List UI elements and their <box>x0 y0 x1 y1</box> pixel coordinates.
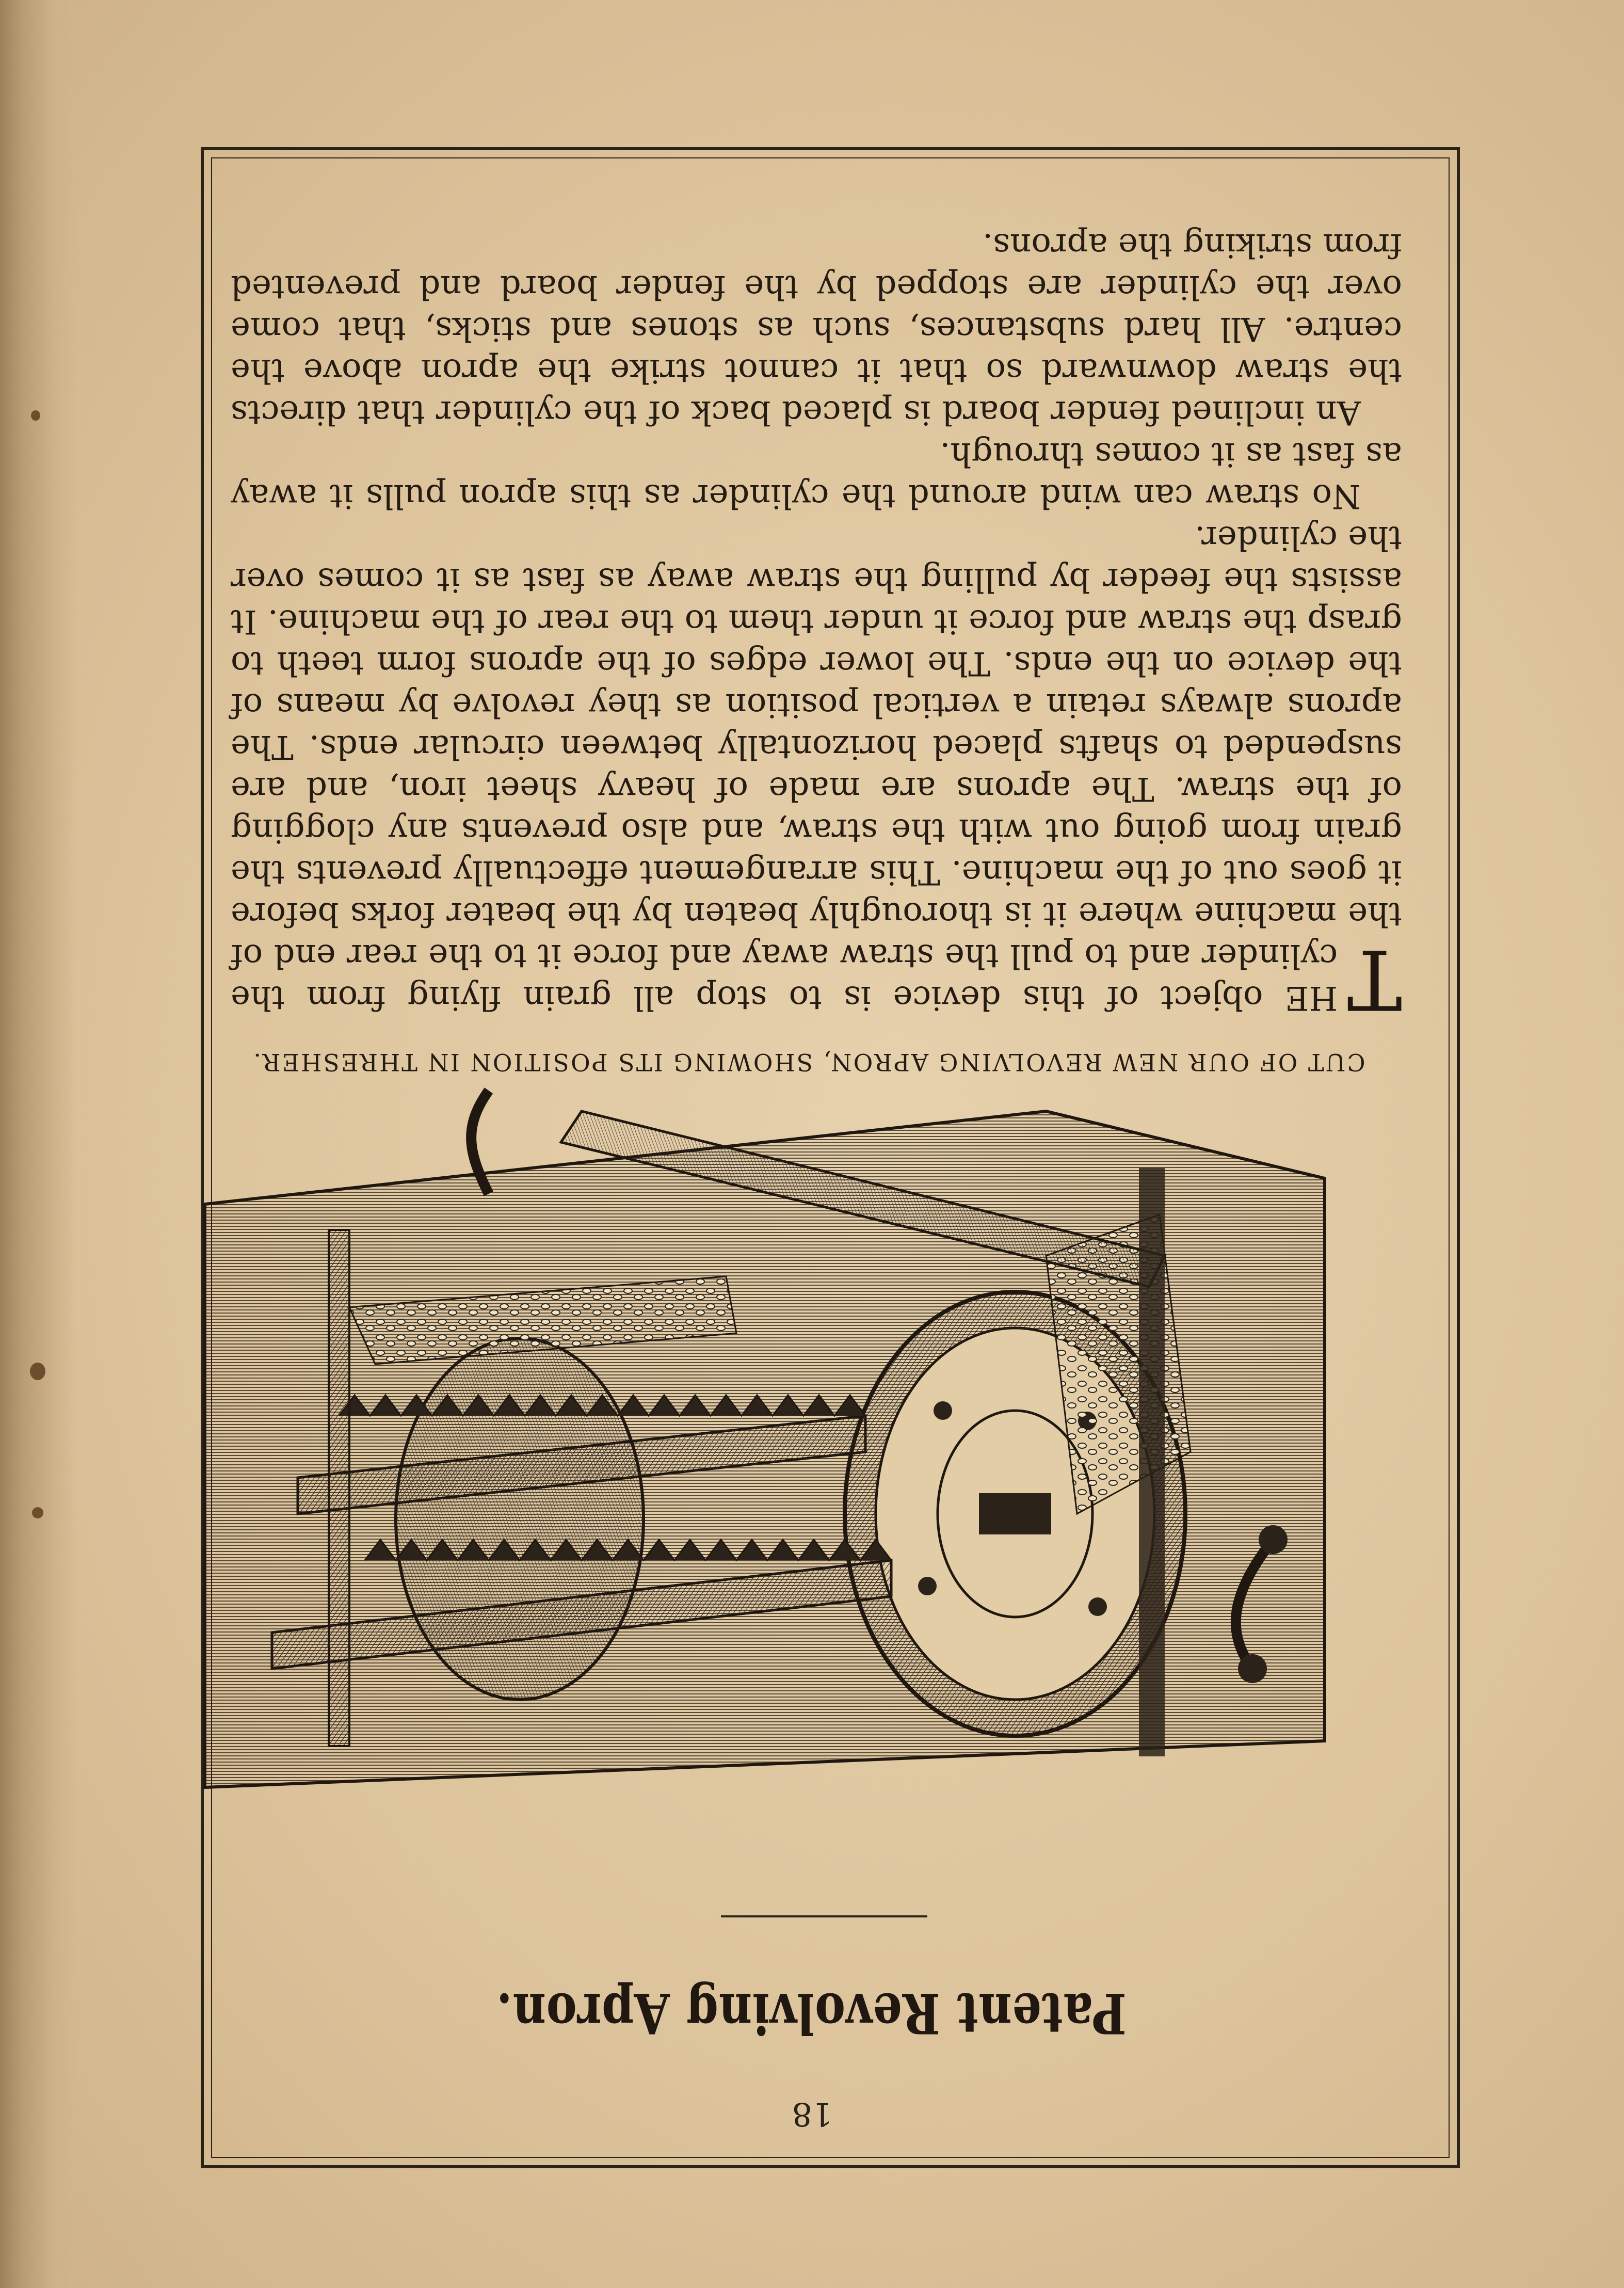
title-rule <box>721 1915 927 1917</box>
frame-post <box>1139 1168 1165 1756</box>
hub <box>979 1493 1051 1534</box>
body-text <box>231 224 1402 1028</box>
revolving-apron-engraving <box>179 998 1407 1875</box>
drop-cap: T <box>1347 931 1402 1028</box>
page-title: Patent Revolving Apron. <box>496 1980 1127 2045</box>
page-number: 18 <box>792 2095 833 2133</box>
paragraph: An inclined fender board is placed back of the cylinder that directs the straw downward so that it cannot strike the apron above the centre. All hard substances, such as stones and sticks, that come over the cylinder are stopped by the fender board and prevented from striking the aprons. <box>231 226 1402 431</box>
paragraph <box>231 517 1402 1028</box>
figure-caption: CUT OF OUR NEW REVOLVING APRON, SHOWING ITS POSITION IN THRESHER. <box>252 1048 1365 1076</box>
paragraph: No straw can wind around the cylinder as this apron pulls it away as fast as it comes through. <box>231 435 1402 515</box>
paragraph-text: HE object of this device is to stop all grain flying from the cylinder and to pull the straw away and force it to the rear end of the machine where it is thoroughly beaten by the beater forks before it goes out of the machine. This arrangement effectually prevents the grain from going out with the straw, and also prevents any clogging of the straw. The aprons are made of heavy sheet iron, and are suspended to shafts placed horizontally between circular ends. The aprons always retain a vertical position as they revolve by means of the device on the ends. The lower edges of the aprons form teeth to grasp the straw and force it under them to the rear of the machine. It assists the feeder by pulling the straw away as fast as it comes over the cylinder. <box>231 519 1402 1017</box>
